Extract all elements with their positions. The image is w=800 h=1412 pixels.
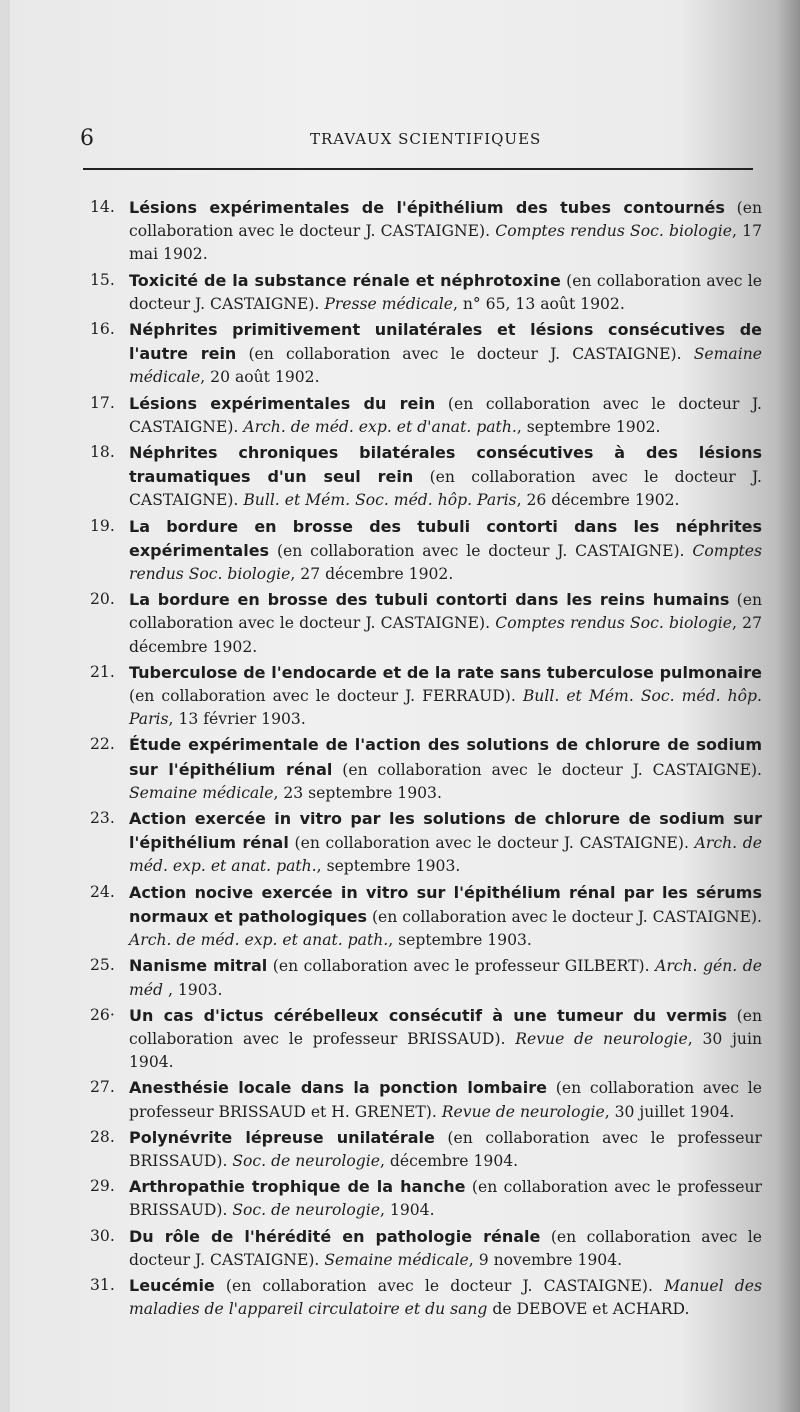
entry-journal: Revue de neurologie xyxy=(515,1029,688,1048)
publication-entry xyxy=(80,1004,762,1075)
entry-number: 17. xyxy=(90,393,115,412)
entry-number: 18. xyxy=(90,443,115,462)
entry-title: Action nocive exercée in vitro sur l'épithélium rénal par les sérums normaux et pathologiques xyxy=(129,882,762,926)
entry-date: , 1903. xyxy=(163,980,223,999)
entry-date: , 30 juillet 1904. xyxy=(604,1102,735,1121)
entry-journal: Semaine médicale xyxy=(324,1250,469,1269)
publication-entry xyxy=(80,733,762,805)
entry-title: Néphrites chroniques bilatérales consécutives à des lésions traumatiques d'un seul rein xyxy=(129,443,762,487)
entry-date: , 1904. xyxy=(379,1201,435,1220)
entry-date: , septembre 1903. xyxy=(388,931,532,950)
entry-journal: Semaine médicale xyxy=(129,345,762,387)
publication-entry xyxy=(80,269,762,316)
entry-journal: Arch. de méd. exp. et anat. path. xyxy=(129,834,762,876)
entry-collaboration: (en collaboration avec le docteur J. CASTAIGNE). xyxy=(269,541,693,560)
publication-entry xyxy=(80,515,762,587)
entry-journal: Comptes rendus Soc. biologie xyxy=(129,541,762,584)
entry-collaboration: (en collaboration avec le professeur BRISSAUD). xyxy=(129,1178,763,1220)
entry-number: 15. xyxy=(90,270,115,289)
entry-collaboration: (en collaboration avec le docteur J. CASTAIGNE). xyxy=(129,271,763,313)
entry-date: , n° 65, 13 août 1902. xyxy=(452,294,625,313)
publication-entry xyxy=(80,807,762,879)
running-title: TRAVAUX SCIENTIFIQUES xyxy=(310,130,542,148)
entry-collaboration: (en collaboration avec le professeur BRISSAUD). xyxy=(129,1128,762,1170)
entry-number: 19. xyxy=(90,516,115,535)
entry-date: , 13 février 1903. xyxy=(168,710,306,729)
entry-journal: Soc. de neurologie xyxy=(232,1201,380,1220)
entry-collaboration: (en collaboration avec le docteur J. CASTAIGNE). xyxy=(129,199,762,241)
entry-journal: Arch. de méd. exp. et anat. path. xyxy=(129,931,389,950)
entry-collaboration: (en collaboration avec le docteur J. CASTAIGNE). xyxy=(288,834,695,853)
publication-entry xyxy=(80,1274,762,1321)
entry-number: 23. xyxy=(90,809,115,828)
publication-entry xyxy=(80,441,762,513)
entry-journal: Comptes rendus Soc. biologie xyxy=(495,222,732,241)
entry-collaboration: (en collaboration avec le professeur GILBERT). xyxy=(267,957,656,976)
entry-journal: Presse médicale xyxy=(324,294,453,313)
entry-number: 28. xyxy=(90,1127,115,1146)
publication-entry xyxy=(80,1126,762,1173)
publication-entry xyxy=(80,954,762,1001)
entry-collaboration: (en collaboration avec le docteur J. CASTAIGNE). xyxy=(129,394,763,436)
publication-entry xyxy=(80,1175,762,1222)
page-header xyxy=(80,126,760,150)
entry-title: Lésions expérimentales du rein xyxy=(129,393,436,413)
entry-date: , 20 août 1902. xyxy=(200,368,320,387)
entry-collaboration: (en collaboration avec le docteur J. CASTAIGNE). xyxy=(129,591,762,633)
entry-title: Toxicité de la substance rénale et néphrotoxine xyxy=(129,270,561,290)
entry-date: , septembre 1902. xyxy=(516,417,661,436)
entry-title: Nanisme mitral xyxy=(129,956,268,976)
page-number: 6 xyxy=(80,126,94,151)
entry-title: Étude expérimentale de l'action des solutions de chlorure de sodium sur l'épithélium rénal xyxy=(129,735,762,779)
publication-list xyxy=(80,196,762,1323)
entry-number: 20. xyxy=(90,590,115,609)
entry-number: 29. xyxy=(90,1177,115,1196)
entry-date: , 27 décembre 1902. xyxy=(290,565,454,584)
entry-collaboration: (en collaboration avec le professeur BRISSAUD). xyxy=(129,1006,763,1048)
entry-number: 30. xyxy=(90,1226,115,1245)
entry-journal: Soc. de neurologie xyxy=(232,1151,380,1170)
entry-collaboration: (en collaboration avec le docteur J. FERRAUD). xyxy=(129,687,523,706)
document-page xyxy=(10,0,800,1412)
entry-title: Du rôle de l'hérédité en pathologie rénale xyxy=(129,1226,541,1246)
entry-collaboration: (en collaboration avec le docteur J. CASTAIGNE). xyxy=(367,907,763,926)
entry-number: 27. xyxy=(90,1078,115,1097)
entry-title: Arthropathie trophique de la hanche xyxy=(129,1177,466,1197)
entry-date: , 17 mai 1902. xyxy=(129,222,763,264)
entry-number: 24. xyxy=(90,882,115,901)
entry-journal: Revue de neurologie xyxy=(441,1102,605,1121)
entry-title: Leucémie xyxy=(129,1275,215,1295)
entry-number: 26· xyxy=(90,1005,115,1024)
entry-date: , 9 novembre 1904. xyxy=(468,1250,623,1269)
entry-title: Polynévrite lépreuse unilatérale xyxy=(129,1127,435,1147)
entry-date: , septembre 1903. xyxy=(316,857,461,876)
entry-title: Lésions expérimentales de l'épithélium des tubes contournés xyxy=(129,198,725,217)
entry-date: , 27 décembre 1902. xyxy=(129,614,763,656)
entry-number: 21. xyxy=(90,662,115,681)
entry-number: 16. xyxy=(90,320,115,339)
entry-date: de DEBOVE et ACHARD. xyxy=(487,1300,690,1319)
entry-collaboration: (en collaboration avec le docteur J. CASTAIGNE). xyxy=(129,1227,762,1269)
entry-journal: Arch. de méd. exp. et d'anat. path. xyxy=(243,417,517,436)
entry-collaboration: (en collaboration avec le docteur J. CASTAIGNE). xyxy=(236,345,694,364)
publication-entry xyxy=(80,318,762,390)
publication-entry xyxy=(80,1225,762,1272)
entry-number: 25. xyxy=(90,956,115,975)
entry-title: Action exercée in vitro par les solutions de chlorure de sodium sur l'épithélium rénal xyxy=(129,809,762,853)
entry-date: , 26 décembre 1902. xyxy=(516,491,680,510)
publication-entry xyxy=(80,881,762,953)
entry-date: , 23 septembre 1903. xyxy=(273,783,442,802)
entry-title: Un cas d'ictus cérébelleux consécutif à une tumeur du vermis xyxy=(129,1005,728,1025)
publication-entry xyxy=(80,392,762,439)
entry-number: 31. xyxy=(90,1275,115,1294)
entry-number: 22. xyxy=(90,735,115,754)
entry-journal: Comptes rendus Soc. biologie xyxy=(495,614,732,633)
entry-journal: Bull. et Mém. Soc. méd. hôp. Paris xyxy=(243,491,517,510)
entry-date: , décembre 1904. xyxy=(379,1151,519,1170)
entry-collaboration: (en collaboration avec le docteur J. CASTAIGNE). xyxy=(129,468,762,510)
entry-collaboration: (en collaboration avec le docteur J. CASTAIGNE). xyxy=(214,1276,665,1295)
publication-entry xyxy=(80,196,762,267)
entry-title: Anesthésie locale dans la ponction lombaire xyxy=(129,1078,547,1098)
entry-collaboration: (en collaboration avec le professeur BRISSAUD et H. GRENET). xyxy=(129,1079,763,1121)
entry-journal: Semaine médicale xyxy=(129,783,274,802)
header-rule xyxy=(83,168,753,170)
entry-number: 14. xyxy=(90,198,115,216)
entry-journal: Manuel des maladies de l'appareil circulatoire et du sang xyxy=(129,1276,762,1319)
entry-journal: Arch. gén. de méd xyxy=(129,957,762,999)
entry-title: La bordure en brosse des tubuli contorti dans les néphrites expérimentales xyxy=(129,516,762,560)
publication-entry xyxy=(80,661,762,732)
entry-journal: Bull. et Mém. Soc. méd. hôp. Paris xyxy=(129,687,762,729)
entry-title: La bordure en brosse des tubuli contorti dans les reins humains xyxy=(129,590,730,610)
entry-title: Néphrites primitivement unilatérales et lésions consécutives de l'autre rein xyxy=(129,320,762,364)
entry-date: , 30 juin 1904. xyxy=(129,1029,762,1072)
entry-title: Tuberculose de l'endocarde et de la rate sans tuberculose pulmonaire xyxy=(129,662,762,682)
publication-entry xyxy=(80,588,762,659)
entry-collaboration: (en collaboration avec le docteur J. CASTAIGNE). xyxy=(332,760,763,779)
publication-entry xyxy=(80,1076,762,1123)
